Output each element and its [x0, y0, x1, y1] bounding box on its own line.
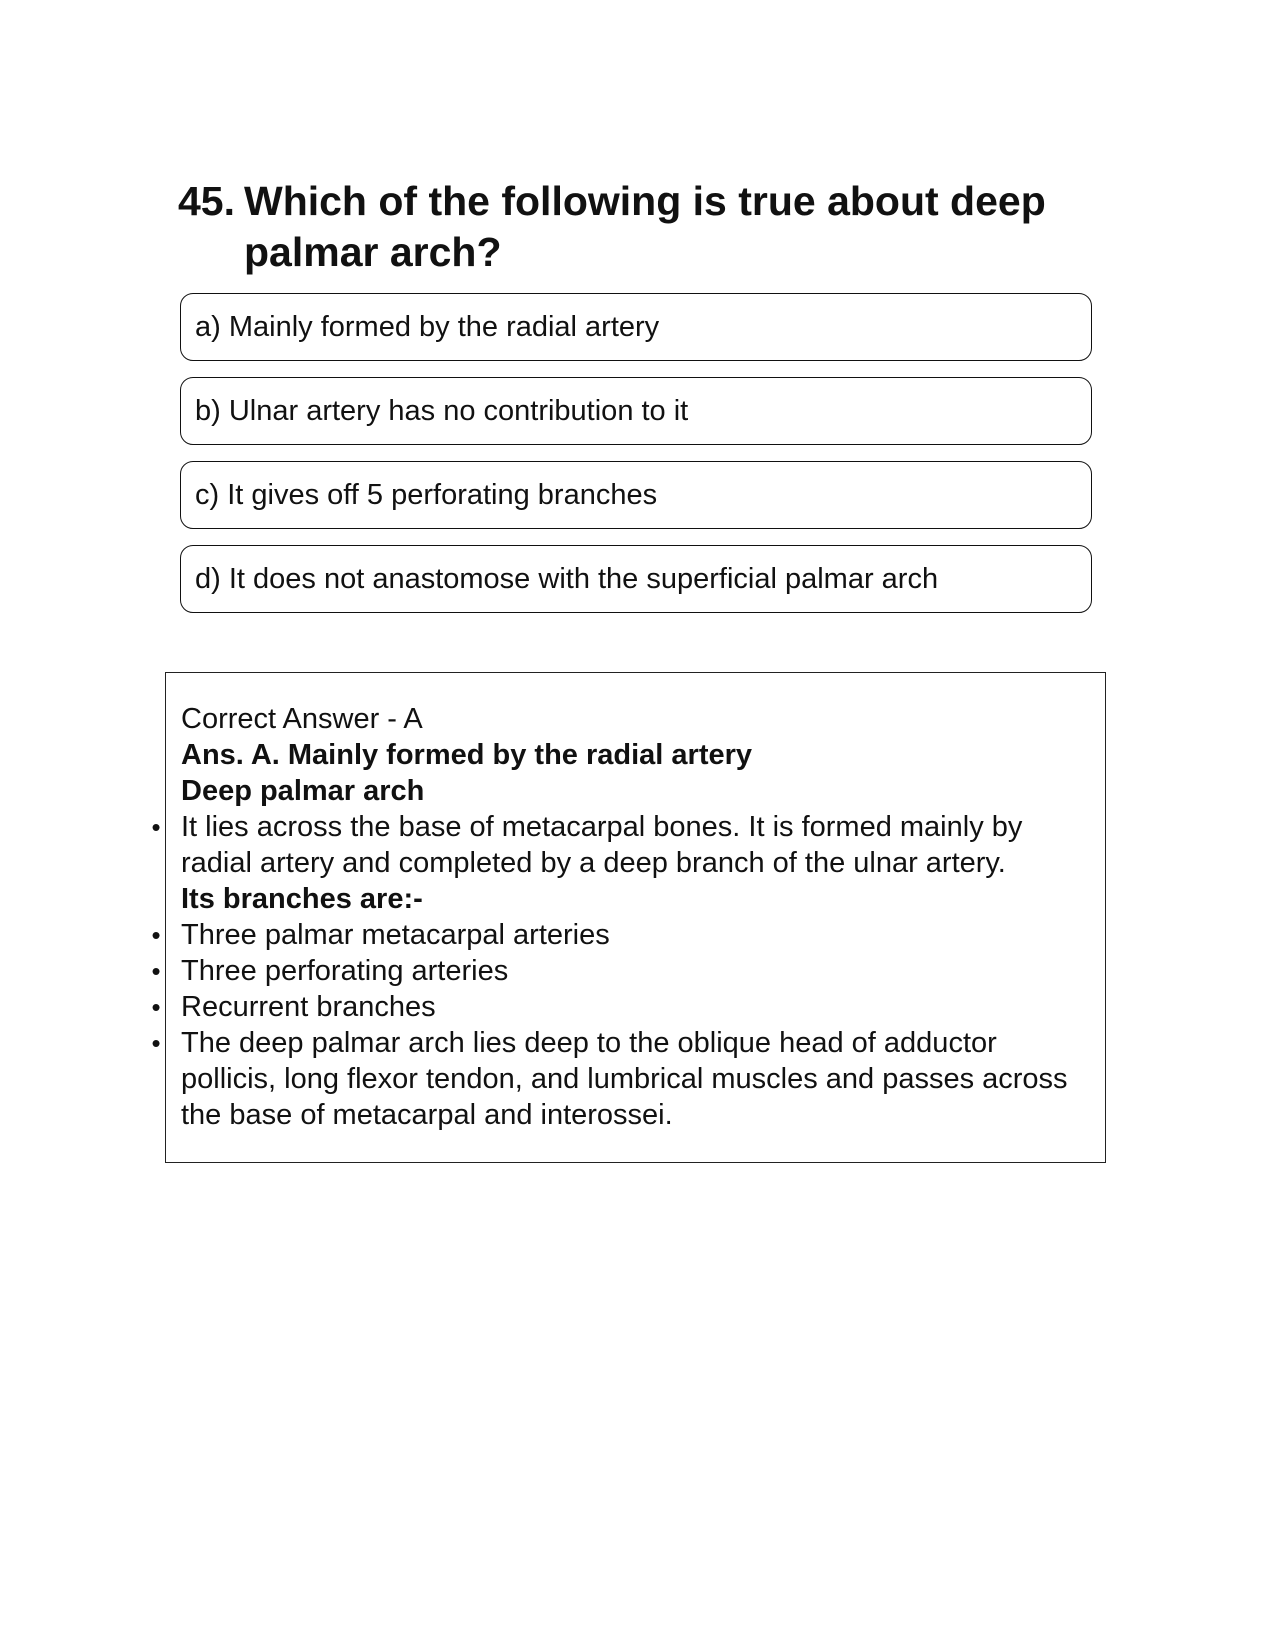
answer-explanation — [151, 701, 1081, 1133]
list-item-text: It lies across the base of metacarpal bones. It is formed mainly by radial artery and completed by a deep branch of the ulnar artery. — [181, 811, 1023, 879]
section-heading: Deep palmar arch — [181, 775, 425, 807]
question-heading — [178, 176, 1078, 278]
list-item — [151, 1025, 1081, 1133]
question-number: 45. — [178, 178, 235, 224]
list-item-text: Three perforating arteries — [181, 955, 509, 987]
option-c[interactable]: c) It gives off 5 perforating branches — [180, 461, 1092, 529]
option-b[interactable]: b) Ulnar artery has no contribution to it — [180, 377, 1092, 445]
list-item-text: The deep palmar arch lies deep to the oblique head of adductor pollicis, long flexor tendon, and lumbrical muscles and passes across the base of metacarpal and interossei. — [181, 1027, 1068, 1131]
list-item-text: Three palmar metacarpal arteries — [181, 919, 610, 951]
option-a[interactable]: a) Mainly formed by the radial artery — [180, 293, 1092, 361]
list-item — [151, 989, 1081, 1025]
options-list — [180, 293, 1092, 629]
correct-answer-line: Correct Answer - A — [181, 703, 423, 735]
answer-heading: Ans. A. Mainly formed by the radial artery — [181, 739, 753, 771]
list-item — [151, 953, 1081, 989]
list-item-text: Recurrent branches — [181, 991, 436, 1023]
list-item — [151, 809, 1081, 881]
list-item — [151, 917, 1081, 953]
option-d[interactable]: d) It does not anastomose with the superficial palmar arch — [180, 545, 1092, 613]
branches-heading: Its branches are:- — [181, 883, 423, 915]
bullet-icon: • — [151, 992, 161, 1022]
bullet-icon: • — [151, 1028, 161, 1058]
bullet-icon: • — [151, 956, 161, 986]
bullet-icon: • — [151, 812, 161, 842]
question-text: Which of the following is true about deep palmar arch? — [244, 178, 1046, 275]
bullet-icon: • — [151, 920, 161, 950]
